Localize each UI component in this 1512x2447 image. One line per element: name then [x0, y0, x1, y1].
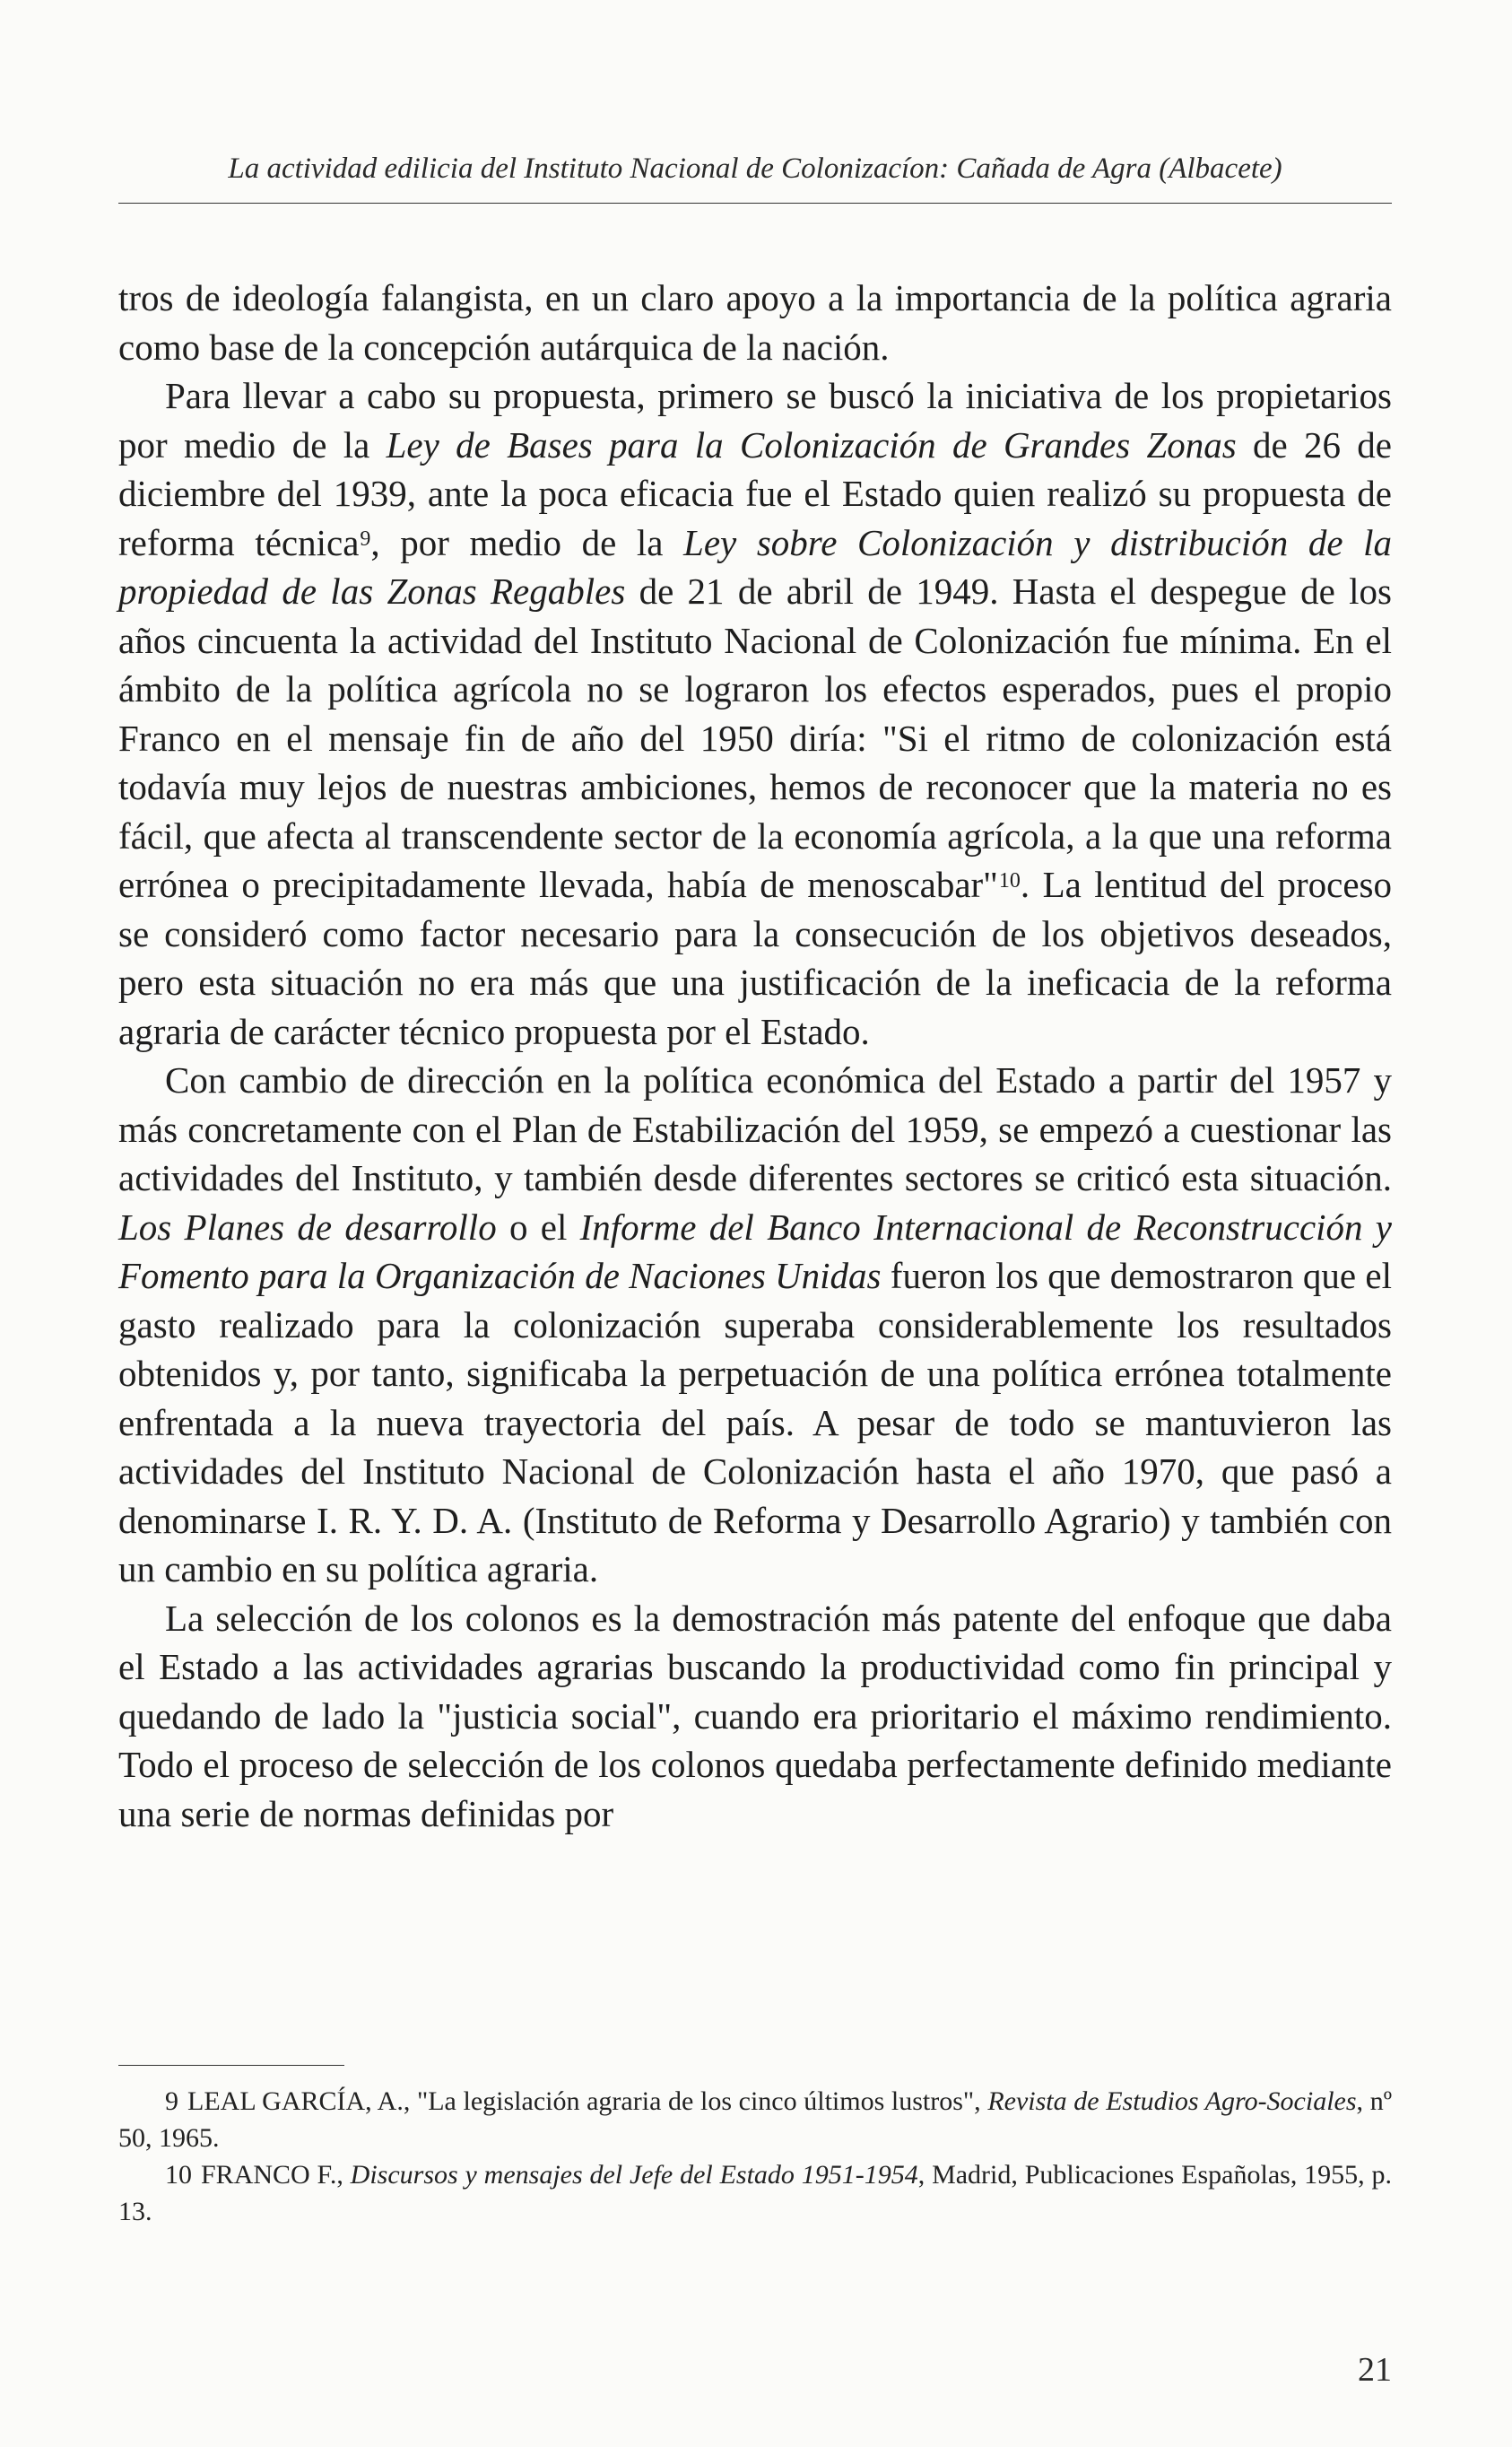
- paragraph-2-text-d: de 21 de abril de 1949. Hasta el despegue de los años cincuenta la actividad del Instituto Nacional de Colonización fue mínima. En el ámbito de la política agrícola no se lograron los efectos esperados, pues el propio Franco en el mensaje fin de año del 1950 diría: "Si el ritmo de colonización está todavía muy lejos de nuestras ambiciones, hemos de reconocer que la materia no es fácil, que afecta al transcendente sector de la economía agrícola, a la que una reforma errónea o precipitadamente llevada, había de menoscabar": [118, 570, 1392, 905]
- running-header: La actividad edilicia del Instituto Nacional de Colonizacíon: Cañada de Agra (Albacete): [228, 152, 1282, 185]
- footnote-9: [118, 2083, 1392, 2156]
- work-title-planes: Los Planes de desarrollo: [118, 1206, 497, 1248]
- paragraph-4-text: La selección de los colonos es la demostración más patente del enfoque que daba el Estado a las actividades agrarias buscando la productividad como fin principal y quedando de lado la "justicia social", cuando era prioritario el máximo rendimiento. Todo el proceso de selección de los colonos quedaba perfectamente definido mediante una serie de normas definidas por: [118, 1597, 1392, 1834]
- footnote-text: LEAL GARCÍA, A., "La legislación agraria de los cinco últimos lustros",: [187, 2086, 988, 2116]
- paragraph-3: [118, 1056, 1392, 1594]
- paragraph-2: [118, 371, 1392, 1056]
- footnote-10: [118, 2156, 1392, 2230]
- paragraph-1: [118, 274, 1392, 371]
- footnote-text: , nº 50, 1965.: [118, 2086, 1392, 2153]
- footnote-ref-10: 10: [998, 869, 1021, 893]
- footnote-ref-9: 9: [360, 527, 371, 551]
- footnote-text: FRANCO F.,: [201, 2160, 351, 2190]
- paragraph-2-text-e: . La lentitud del proceso se consideró como factor necesario para la consecución de los objetivos deseados, pero esta situación no era más que una justificación de la ineficacia de la reforma agraria de carácter técnico propuesta por el Estado.: [118, 864, 1392, 1052]
- footnote-source-title: Revista de Estudios Agro-Sociales: [987, 2086, 1357, 2116]
- law-title-bases: Ley de Bases para la Colonización de Grandes Zonas: [386, 423, 1237, 466]
- paragraph-3-text-b: o el: [496, 1206, 580, 1248]
- footnote-number: 10: [165, 2160, 192, 2190]
- header-rule: [118, 203, 1392, 204]
- body-text: [118, 274, 1392, 1838]
- footnote-rule: [118, 2065, 344, 2066]
- footnote-text: , Madrid, Publicaciones Españolas, 1955, p. 13.: [118, 2160, 1392, 2226]
- paragraph-3-text-c: fueron los que demostraron que el gasto realizado para la colonización superaba considerablemente los resultados obtenidos y, por tanto, significaba la perpetuación de una política errónea totalmente enfrentada a la nueva trayectoria del país. A pesar de todo se mantuvieron las actividades del Instituto Nacional de Colonización hasta el año 1970, que pasó a denominarse I. R. Y. D. A. (Instituto de Reforma y Desarrollo Agrario) y también con un cambio en su política agraria.: [118, 1255, 1392, 1589]
- paragraph-4: [118, 1594, 1392, 1839]
- paragraph-2-text-b: de 26 de diciembre del 1939, ante la poca eficacia fue el Estado quien realizó su propuesta de reforma técnica: [118, 423, 1392, 563]
- paragraph-2-text-a: Para llevar a cabo su propuesta, primero se buscó la iniciativa de los propietarios por medio de la: [118, 375, 1392, 466]
- law-title-colonizacion: Ley sobre Colonización y distribución de la propiedad de las Zonas Regables: [118, 521, 1393, 612]
- page-number: 21: [1358, 2351, 1392, 2389]
- paragraph-3-text-a: Con cambio de dirección en la política económica del Estado a partir del 1957 y más concretamente con el Plan de Estabilización del 1959, se empezó a cuestionar las actividades del Instituto, y también desde diferentes sectores se criticó esta situación.: [118, 1059, 1392, 1198]
- paragraph-2-text-c: , por medio de la: [370, 521, 684, 563]
- work-title-informe: Informe del Banco Internacional de Reconstrucción y Fomento para la Organización de Naciones Unidas: [118, 1206, 1393, 1296]
- footnote-number: 9: [165, 2086, 178, 2116]
- paragraph-1-text: tros de ideología falangista, en un claro apoyo a la importancia de la política agraria como base de la concepción autárquica de la nación.: [118, 277, 1392, 368]
- footnotes: [118, 2083, 1392, 2230]
- footnote-source-title: Discursos y mensajes del Jefe del Estado 1951-1954: [350, 2160, 918, 2190]
